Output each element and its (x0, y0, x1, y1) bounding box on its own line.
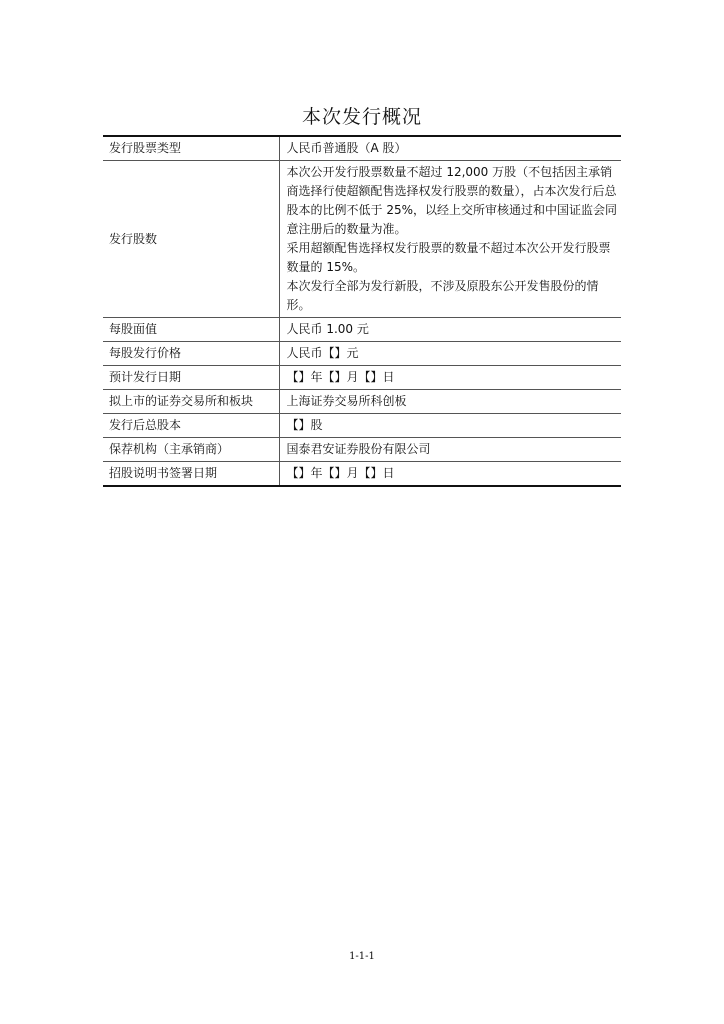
row-value-issue-price: 人民币【】元 (279, 342, 621, 366)
row-label-issue-date: 预计发行日期 (103, 366, 279, 390)
row-label-issue-price: 每股发行价格 (103, 342, 279, 366)
row-value-prospectus-date: 【】年【】月【】日 (279, 462, 621, 487)
table-row (103, 318, 621, 342)
row-value-share-count (279, 161, 621, 318)
row-value-total-shares: 【】股 (279, 414, 621, 438)
row-label-total-shares: 发行后总股本 (103, 414, 279, 438)
row-label-prospectus-date: 招股说明书签署日期 (103, 462, 279, 487)
table-row (103, 366, 621, 390)
table-row (103, 342, 621, 366)
row-label-exchange: 拟上市的证券交易所和板块 (103, 390, 279, 414)
offering-summary-table (103, 135, 621, 487)
page-number: 1-1-1 (349, 951, 375, 962)
table-row (103, 438, 621, 462)
row-value-issue-date: 【】年【】月【】日 (279, 366, 621, 390)
table-row (103, 414, 621, 438)
row-value-exchange: 上海证券交易所科创板 (279, 390, 621, 414)
table-row (103, 161, 621, 318)
row-value-share-type: 人民币普通股（A 股） (279, 136, 621, 161)
page-title: 本次发行概况 (301, 106, 422, 128)
row-label-share-count: 发行股数 (103, 161, 279, 318)
share-count-paragraph-1: 本次公开发行股票数量不超过 12,000 万股（不包括因主承销商选择行使超额配售选择权发行股票的数量），占本次发行后总股本的比例不低于 25%，以经上交所审核通过和中国证监会同意注册后的数量为准。 (286, 165, 617, 236)
table-row (103, 462, 621, 487)
share-count-paragraph-3: 本次发行全部为发行新股，不涉及原股东公开发售股份的情形。 (286, 279, 599, 312)
row-label-sponsor: 保荐机构（主承销商） (103, 438, 279, 462)
row-label-par-value: 每股面值 (103, 318, 279, 342)
row-value-par-value: 人民币 1.00 元 (279, 318, 621, 342)
table-row (103, 136, 621, 161)
row-value-sponsor: 国泰君安证券股份有限公司 (279, 438, 621, 462)
row-label-share-type: 发行股票类型 (103, 136, 279, 161)
share-count-paragraph-2: 采用超额配售选择权发行股票的数量不超过本次公开发行股票数量的 15%。 (286, 241, 611, 274)
table-row (103, 390, 621, 414)
